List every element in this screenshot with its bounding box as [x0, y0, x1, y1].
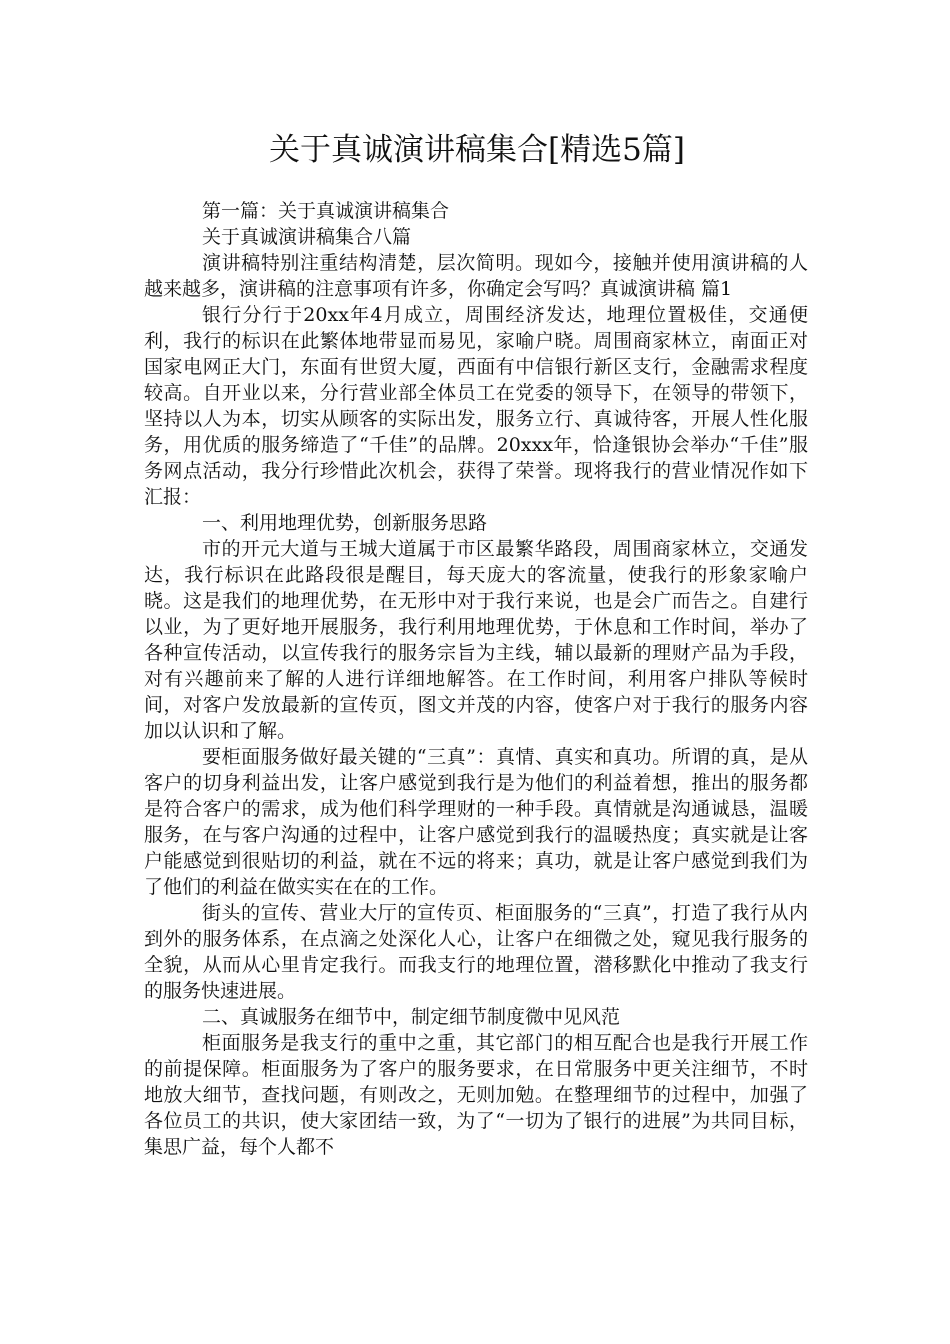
intro-paragraph: 演讲稿特别注重结构清楚，层次简明。现如今，接触并使用演讲稿的人越来越多，演讲稿的注意事项有许多，你确定会写吗？真诚演讲稿 篇1	[144, 252, 808, 300]
section-subtitle: 关于真诚演讲稿集合八篇	[202, 226, 412, 248]
subheading-1: 一、利用地理优势，创新服务思路	[202, 512, 488, 534]
document-title: 关于真诚演讲稿集合[精选5篇]	[269, 132, 685, 168]
section-heading-1: 第一篇：关于真诚演讲稿集合	[202, 200, 450, 222]
subheading-2: 二、真诚服务在细节中，制定细节制度微中见风范	[202, 1006, 621, 1028]
body-paragraph: 柜面服务是我支行的重中之重，其它部门的相互配合也是我行开展工作的前提保障。柜面服务为了客户的服务要求，在日常服务中更关注细节，不时地放大细节，查找问题，有则改之，无则加勉。在整理细节的过程中，加强了各位员工的共识，使大家团结一致，为了“一切为了银行的进展”为共同目标，集思广益，每个人都不	[144, 1032, 808, 1158]
body-paragraph: 要柜面服务做好最关键的“三真”：真情、真实和真功。所谓的真，是从客户的切身利益出发，让客户感觉到我行是为他们的利益着想，推出的服务都是符合客户的需求，成为他们科学理财的一种手段。真情就是沟通诚恳，温暖服务，在与客户沟通的过程中，让客户感觉到我行的温暖热度；真实就是让客户能感觉到很贴切的利益，就在不远的将来；真功，就是让客户感觉到我们为了他们的利益在做实实在在的工作。	[144, 746, 808, 898]
document-page	[144, 128, 808, 1160]
body-paragraph: 市的开元大道与王城大道属于市区最繁华路段，周围商家林立，交通发达，我行标识在此路段很是醒目，每天庞大的客流量，使我行的形象家喻户晓。这是我们的地理优势，在无形中对于我行来说，也是会广而告之。自建行以业，为了更好地开展服务，我行利用地理优势，于休息和工作时间，举办了各种宣传活动，以宣传我行的服务宗旨为主线，辅以最新的理财产品为手段，对有兴趣前来了解的人进行详细地解答。在工作时间，利用客户排队等候时间，对客户发放最新的宣传页，图文并茂的内容，使客户对于我行的服务内容加以认识和了解。	[144, 538, 808, 742]
body-paragraph: 街头的宣传、营业大厅的宣传页、柜面服务的“三真”，打造了我行从内到外的服务体系，在点滴之处深化人心，让客户在细微之处，窥见我行服务的全貌，从而从心里肯定我行。而我支行的地理位置，潜移默化中推动了我支行的服务快速进展。	[144, 902, 808, 1002]
body-paragraph: 银行分行于20xx年4月成立，周围经济发达，地理位置极佳，交通便利，我行的标识在此繁体地带显而易见，家喻户晓。周围商家林立，南面正对国家电网正大门，东面有世贸大厦，西面有中信银行新区支行，金融需求程度较高。自开业以来，分行营业部全体员工在党委的领导下，在领导的带领下，坚持以人为本，切实从顾客的实际出发，服务立行、真诚待客，开展人性化服务，用优质的服务缔造了“千佳”的品牌。20xxx年，恰逢银协会举办“千佳”服务网点活动，我分行珍惜此次机会，获得了荣誉。现将我行的营业情况作如下汇报：	[144, 304, 808, 508]
